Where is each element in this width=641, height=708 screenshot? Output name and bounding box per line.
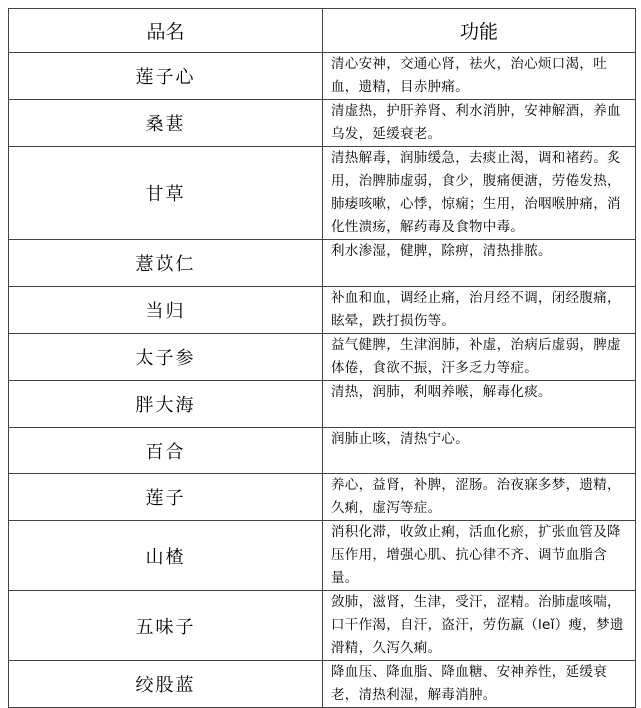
- header-name: 品名: [9, 9, 323, 53]
- herb-name: 甘草: [9, 147, 323, 240]
- table-row: [9, 240, 636, 287]
- herb-function: 清热解毒，润肺缓急，去痰止渴，调和褚药。炙用，治脾肺虚弱，食少，腹痛便溏，劳倦发热，肺痿咳嗽，心悸，惊痫；生用，治咽喉肿痛，消化性溃疡，解药毒及食物中毒。: [323, 147, 636, 240]
- herb-function: 敛肺，滋肾，生津，受汗，涩精。治肺虚咳喘，口干作渴，自汗，盗汗，劳伤羸（leǐ）瘦，梦遗滑精，久泻久痢。: [323, 591, 636, 661]
- table-row: [9, 334, 636, 381]
- herb-function: 利水渗湿，健脾，除痹，清热排脓。: [323, 240, 636, 287]
- herb-function: 益气健脾，生津润肺，补虚，治病后虚弱，脾虚体倦，食欲不振，汗多乏力等症。: [323, 334, 636, 381]
- herb-name: 桑葚: [9, 100, 323, 147]
- herb-function-table: [8, 8, 636, 708]
- table-row: [9, 100, 636, 147]
- herb-name: 当归: [9, 287, 323, 334]
- header-function: 功能: [323, 9, 636, 53]
- herb-function: 养心，益肾，补脾，涩肠。治夜寐多梦，遗精，久痢，虚泻等症。: [323, 474, 636, 521]
- herb-name: 薏苡仁: [9, 240, 323, 287]
- herb-function: 润肺止咳，清热宁心。: [323, 428, 636, 474]
- table-row: [9, 428, 636, 474]
- herb-name: 绞股蓝: [9, 661, 323, 708]
- table-row: [9, 474, 636, 521]
- herb-name: 山楂: [9, 521, 323, 591]
- table-row: [9, 521, 636, 591]
- herb-name: 太子参: [9, 334, 323, 381]
- herb-function: 清心安神，交通心肾，祛火，治心烦口渴，吐血，遗精，目赤肿痛。: [323, 53, 636, 100]
- table-row: [9, 147, 636, 240]
- herb-name: 五味子: [9, 591, 323, 661]
- herb-name: 莲子: [9, 474, 323, 521]
- herb-function: 降血压、降血脂、降血糖、安神养性，延缓衰老，清热利湿，解毒消肿。: [323, 661, 636, 708]
- herb-name: 莲子心: [9, 53, 323, 100]
- herb-function: 清热，润肺，利咽养喉，解毒化痰。: [323, 381, 636, 428]
- herb-function: 补血和血，调经止痛，治月经不调，闭经腹痛，眩晕，跌打损伤等。: [323, 287, 636, 334]
- herb-function: 清虚热，护肝养肾、利水消肿，安神解酒，养血乌发，延缓衰老。: [323, 100, 636, 147]
- table-row: [9, 661, 636, 708]
- table-row: [9, 381, 636, 428]
- table-row: [9, 591, 636, 661]
- table-row: [9, 287, 636, 334]
- table-header-row: [9, 9, 636, 53]
- herb-name: 百合: [9, 428, 323, 474]
- herb-function: 消积化滞，收敛止痢，活血化瘀，扩张血管及降压作用，增强心肌、抗心律不齐、调节血脂含量。: [323, 521, 636, 591]
- herb-name: 胖大海: [9, 381, 323, 428]
- table-row: [9, 53, 636, 100]
